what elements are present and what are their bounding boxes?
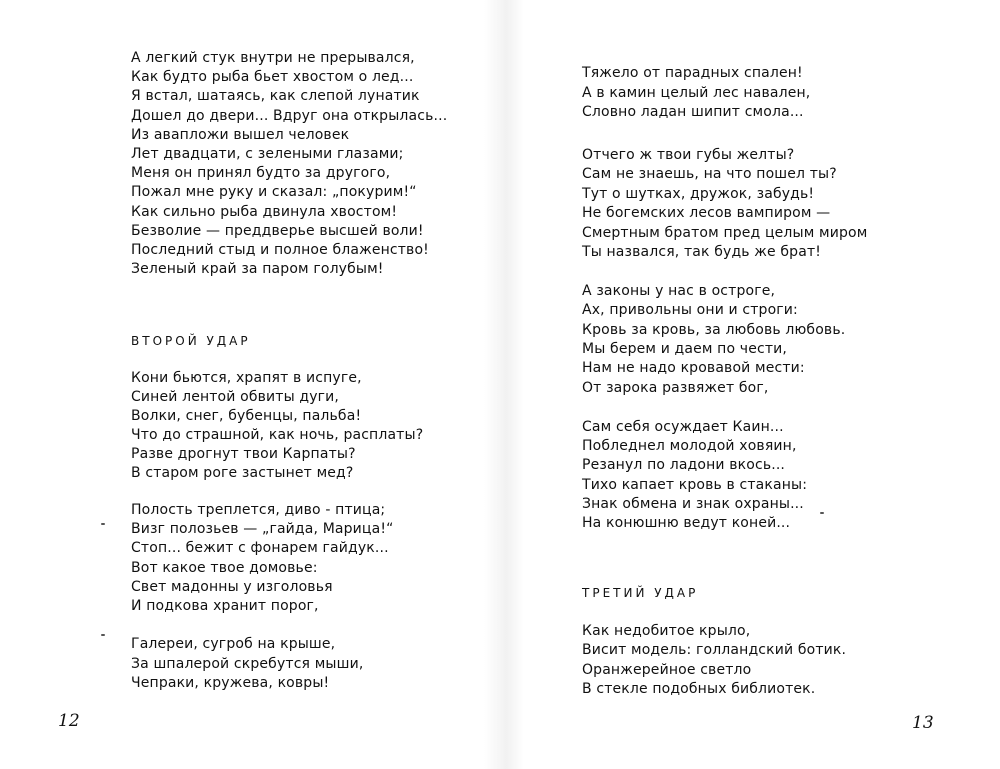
left-stanza-3-line: И подкова хранит порог, [131, 598, 319, 614]
right-stanza-5-line: Как недобитое крыло, [582, 623, 751, 639]
right-stanza-4-line: Тихо капает кровь в стаканы: [582, 477, 808, 493]
right-stanza-1-line: А в камин целый лес навален, [582, 85, 811, 101]
left-stanza-2-line: Синей лентой обвиты дуги, [131, 389, 340, 405]
page-number-left: 12 [58, 711, 80, 731]
left-stanza-1-line: Из авапложи вышел человек [131, 127, 350, 143]
left-stanza-1-line: Лет двадцати, с зелеными глазами; [131, 146, 404, 162]
left-stanza-1-line: А легкий стук внутри не прерывался, [131, 50, 415, 66]
section-heading-third-blow: ТРЕТИЙ УДАР [582, 586, 699, 600]
right-stanza-3-line: А законы у нас в остроге, [582, 283, 776, 299]
right-stanza-3-line: Мы берем и даем по чести, [582, 341, 787, 357]
left-stanza-2-line: Разве дрогнут твои Карпаты? [131, 446, 356, 462]
right-stanza-3-line: Нам не надо кровавой мести: [582, 360, 805, 376]
left-stanza-1-line: Дошел до двери... Вдруг она открылась... [131, 108, 448, 124]
book-gutter [484, 0, 524, 769]
left-stanza-2-line: Кони бьются, храпят в испуге, [131, 370, 362, 386]
right-stanza-2-line: Не богемских лесов вампиром — [582, 205, 831, 221]
left-stanza-2-line: В старом роге застынет мед? [131, 465, 354, 481]
left-stanza-1-line: Как будто рыба бьет хвостом о лед... [131, 69, 414, 85]
right-stanza-4-line: Сам себя осуждает Каин... [582, 419, 784, 435]
right-stanza-2-line: Отчего ж твои губы желты? [582, 147, 795, 163]
right-stanza-2-line: Сам не знаешь, на что пошел ты? [582, 166, 837, 182]
left-stanza-4-line: Чепраки, кружева, ковры! [131, 675, 330, 691]
left-stanza-1-line: Меня он принял будто за другого, [131, 165, 391, 181]
right-stanza-4-line: Знак обмена и знак охраны... [582, 496, 804, 512]
left-stanza-1-line: Пожал мне руку и сказал: „покурим!“ [131, 184, 417, 200]
left-stanza-2-line: Волки, снег, бубенцы, пальба! [131, 408, 362, 424]
right-stanza-1-line: Словно ладан шипит смола... [582, 104, 804, 120]
left-stanza-1-line: Как сильно рыба двинула хвостом! [131, 204, 398, 220]
right-stanza-4-line: Резанул по ладони вкось... [582, 457, 786, 473]
right-stanza-5-line: Висит модель: голландский ботик. [582, 642, 847, 658]
print-speck [820, 512, 824, 514]
left-stanza-4-line: За шпалерой скребутся мыши, [131, 656, 364, 672]
left-stanza-1-line: Я встал, шатаясь, как слепой лунатик [131, 88, 420, 104]
left-stanza-3-line: Вот какое твое домовье: [131, 560, 318, 576]
left-stanza-3-line: Полость треплется, диво - птица; [131, 502, 386, 518]
right-stanza-2-line: Ты назвался, так будь же брат! [582, 244, 822, 260]
left-stanza-1-line: Безволие — преддверье высшей воли! [131, 223, 424, 239]
right-stanza-5-line: В стекле подобных библиотек. [582, 681, 816, 697]
section-heading-second-blow: ВТОРОЙ УДАР [131, 334, 251, 348]
print-speck [101, 634, 105, 636]
right-stanza-3-line: Ах, привольны они и строги: [582, 302, 798, 318]
print-speck [101, 523, 105, 525]
left-stanza-3-line: Свет мадонны у изголовья [131, 579, 333, 595]
right-stanza-4-line: На конюшню ведут коней... [582, 515, 791, 531]
left-stanza-4-line: Галереи, сугроб на крыше, [131, 636, 336, 652]
left-stanza-1-line: Последний стыд и полное блаженство! [131, 242, 429, 258]
right-stanza-3-line: Кровь за кровь, за любовь любовь. [582, 322, 846, 338]
left-stanza-3-line: Визг полозьев — „гайда, Марица!“ [131, 521, 394, 537]
page-number-right: 13 [912, 713, 934, 733]
left-stanza-3-line: Стоп... бежит с фонарем гайдук... [131, 540, 389, 556]
right-stanza-1-line: Тяжело от парадных спален! [582, 65, 803, 81]
left-stanza-2-line: Что до страшной, как ночь, расплаты? [131, 427, 424, 443]
right-stanza-2-line: Тут о шутках, дружок, забудь! [582, 186, 815, 202]
right-stanza-3-line: От зарока развяжет бог, [582, 380, 769, 396]
right-stanza-5-line: Оранжерейное светло [582, 662, 752, 678]
right-stanza-2-line: Смертным братом пред целым миром [582, 225, 868, 241]
right-stanza-4-line: Побледнел молодой ховяин, [582, 438, 797, 454]
left-stanza-1-line: Зеленый край за паром голубым! [131, 261, 384, 277]
